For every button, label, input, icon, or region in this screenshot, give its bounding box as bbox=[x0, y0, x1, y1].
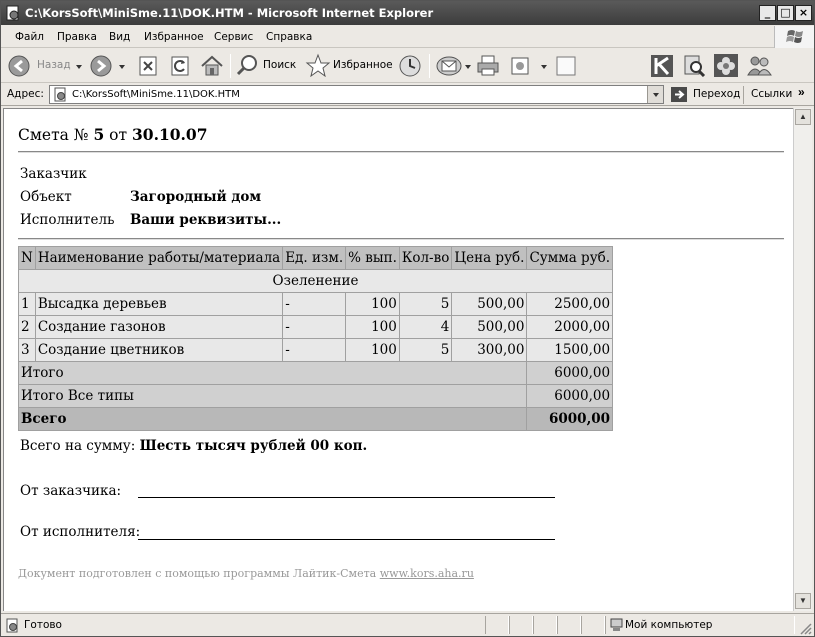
scroll-up-button[interactable]: ▲ bbox=[795, 109, 811, 125]
menu-edit[interactable]: Правка bbox=[57, 31, 97, 43]
links-chevron-icon[interactable]: » bbox=[798, 85, 805, 99]
col-header-unit: Ед. изм. bbox=[283, 247, 346, 270]
done-page-icon bbox=[5, 618, 20, 633]
mail-icon bbox=[435, 53, 463, 77]
mail-button[interactable] bbox=[435, 53, 471, 79]
maximize-button[interactable]: □ bbox=[777, 5, 794, 21]
scroll-down-button[interactable]: ▼ bbox=[795, 593, 811, 609]
contractor-label: Исполнитель bbox=[20, 212, 115, 228]
stop-button[interactable] bbox=[137, 53, 159, 79]
windows-logo-icon bbox=[774, 26, 814, 48]
discuss-button[interactable] bbox=[553, 53, 579, 79]
edit-button[interactable] bbox=[507, 53, 547, 79]
cell-qty: 4 bbox=[399, 316, 451, 339]
edit-dropdown-icon bbox=[541, 65, 547, 69]
subtotal-row bbox=[19, 362, 613, 385]
all-types-value: 6000,00 bbox=[527, 385, 613, 408]
home-button[interactable] bbox=[199, 53, 225, 79]
col-header-n: N bbox=[19, 247, 36, 270]
customer-label: Заказчик bbox=[20, 166, 87, 182]
toolbar-separator bbox=[429, 54, 430, 78]
note-icon bbox=[553, 53, 579, 77]
address-bar bbox=[1, 84, 814, 106]
cell-unit: - bbox=[283, 293, 346, 316]
footer-note bbox=[18, 567, 474, 580]
table-row bbox=[19, 293, 613, 316]
menu-file[interactable]: Файл bbox=[15, 31, 45, 43]
address-label: Адрес: bbox=[7, 88, 44, 100]
search-icon bbox=[235, 53, 259, 77]
divider bbox=[18, 238, 784, 240]
favorites-button[interactable] bbox=[305, 53, 391, 79]
cell-qty: 5 bbox=[399, 339, 451, 362]
edit-page-icon bbox=[507, 53, 533, 77]
cell-n: 2 bbox=[19, 316, 36, 339]
col-header-sum: Сумма руб. bbox=[527, 247, 613, 270]
status-cell bbox=[485, 616, 509, 634]
cell-percent: 100 bbox=[346, 293, 400, 316]
page-icon bbox=[53, 87, 68, 102]
menu-bar bbox=[1, 26, 814, 48]
estimate-number: 5 bbox=[93, 125, 105, 144]
printer-icon bbox=[475, 53, 501, 77]
subtotal-value: 6000,00 bbox=[527, 362, 613, 385]
contractor-signature-line bbox=[138, 539, 555, 540]
cell-sum: 2000,00 bbox=[527, 316, 613, 339]
search-label: Поиск bbox=[263, 59, 297, 71]
close-button[interactable]: × bbox=[795, 5, 812, 21]
cell-unit: - bbox=[283, 316, 346, 339]
col-header-price: Цена руб. bbox=[452, 247, 527, 270]
search-button[interactable] bbox=[235, 53, 301, 79]
group-label: Озеленение bbox=[19, 270, 613, 293]
object-row bbox=[20, 189, 262, 205]
cell-sum: 2500,00 bbox=[527, 293, 613, 316]
flower-icon bbox=[713, 53, 739, 77]
all-types-total-row bbox=[19, 385, 613, 408]
cell-n: 3 bbox=[19, 339, 36, 362]
vertical-scrollbar[interactable] bbox=[793, 108, 812, 611]
print-button[interactable] bbox=[475, 53, 501, 79]
footer-link[interactable]: www.kors.aha.ru bbox=[379, 567, 474, 580]
grand-total-label: Всего bbox=[19, 408, 527, 431]
divider bbox=[18, 151, 784, 153]
sum-words-value: Шесть тысяч рублей 00 коп. bbox=[139, 438, 368, 454]
sum-words-label: Всего на сумму: bbox=[20, 438, 140, 454]
back-arrow-icon bbox=[7, 53, 31, 77]
history-icon bbox=[397, 53, 423, 77]
research-icon bbox=[681, 53, 707, 77]
col-header-percent: % вып. bbox=[346, 247, 400, 270]
computer-icon bbox=[609, 617, 624, 632]
research-button[interactable] bbox=[681, 53, 707, 79]
go-button[interactable]: Переход bbox=[693, 88, 741, 100]
cell-name: Создание газонов bbox=[35, 316, 282, 339]
status-cell bbox=[509, 616, 533, 634]
favorites-label: Избранное bbox=[333, 59, 393, 71]
customer-row bbox=[20, 166, 87, 182]
links-button[interactable]: Ссылки bbox=[751, 88, 793, 100]
cell-name: Высадка деревьев bbox=[35, 293, 282, 316]
home-icon bbox=[199, 53, 225, 77]
customer-signature-label: От заказчика: bbox=[20, 483, 122, 499]
forward-button[interactable] bbox=[89, 53, 125, 79]
cell-price: 300,00 bbox=[452, 339, 527, 362]
footer-text: Документ подготовлен с помощью программы Лайтик-Смета bbox=[18, 567, 380, 580]
chevron-down-icon bbox=[653, 93, 659, 97]
cell-percent: 100 bbox=[346, 339, 400, 362]
contractor-signature-label: От исполнителя: bbox=[20, 524, 141, 540]
users-icon bbox=[745, 53, 773, 77]
star-icon bbox=[305, 53, 331, 77]
cell-price: 500,00 bbox=[452, 293, 527, 316]
table-row bbox=[19, 339, 613, 362]
forward-dropdown-icon bbox=[119, 65, 125, 69]
back-dropdown-icon bbox=[76, 65, 82, 69]
k-logo-icon bbox=[649, 53, 675, 77]
object-label: Объект bbox=[20, 189, 72, 205]
back-button[interactable] bbox=[7, 53, 79, 79]
object-value: Загородный дом bbox=[130, 189, 262, 205]
back-label: Назад bbox=[37, 59, 71, 71]
table-header-row bbox=[19, 247, 613, 270]
customer-signature-line bbox=[138, 497, 555, 498]
contractor-value: Ваши реквизиты... bbox=[130, 212, 282, 228]
page-content bbox=[3, 108, 793, 611]
address-value: C:\KorsSoft\MiniSme.11\DOK.HTM bbox=[72, 89, 240, 100]
refresh-button[interactable] bbox=[169, 53, 191, 79]
status-bar bbox=[1, 613, 814, 636]
subtotal-label: Итого bbox=[19, 362, 527, 385]
ie-page-icon bbox=[5, 5, 21, 21]
contractor-row bbox=[20, 212, 282, 228]
cell-name: Создание цветников bbox=[35, 339, 282, 362]
toolbar-separator bbox=[230, 54, 231, 78]
status-cell bbox=[533, 616, 557, 634]
address-dropdown-button[interactable] bbox=[647, 86, 663, 103]
history-button[interactable] bbox=[397, 53, 423, 79]
cell-qty: 5 bbox=[399, 293, 451, 316]
cell-percent: 100 bbox=[346, 316, 400, 339]
minimize-button[interactable]: _ bbox=[759, 5, 776, 21]
kors-button[interactable] bbox=[649, 53, 675, 79]
menu-favorites[interactable]: Избранное bbox=[144, 31, 204, 43]
status-text: Готово bbox=[24, 619, 62, 631]
sum-in-words bbox=[20, 438, 367, 454]
flower-button[interactable] bbox=[713, 53, 739, 79]
grand-total-value: 6000,00 bbox=[527, 408, 613, 431]
cell-unit: - bbox=[283, 339, 346, 362]
grand-total-row bbox=[19, 408, 613, 431]
document-title: Смета № 5 от 30.10.07 bbox=[18, 125, 208, 144]
status-cell bbox=[581, 616, 605, 634]
mail-dropdown-icon bbox=[465, 65, 471, 69]
col-header-name: Наименование работы/материала bbox=[35, 247, 282, 270]
estimate-date: 30.10.07 bbox=[132, 125, 208, 144]
window-title: C:\KorsSoft\MiniSme.11\DOK.HTM - Microsoft Internet Explorer bbox=[25, 6, 434, 20]
col-header-qty: Кол-во bbox=[399, 247, 451, 270]
title-bar bbox=[1, 1, 814, 25]
address-input[interactable] bbox=[49, 85, 664, 104]
status-cell bbox=[557, 616, 581, 634]
stop-icon bbox=[137, 53, 159, 77]
messenger-button[interactable] bbox=[745, 53, 773, 79]
toolbar bbox=[1, 49, 814, 83]
menu-help[interactable]: Справка bbox=[266, 31, 313, 43]
group-row bbox=[19, 270, 613, 293]
refresh-icon bbox=[169, 53, 191, 77]
cell-sum: 1500,00 bbox=[527, 339, 613, 362]
estimate-table bbox=[18, 246, 613, 431]
go-arrow-icon[interactable] bbox=[671, 87, 687, 102]
menu-tools[interactable]: Сервис bbox=[214, 31, 254, 43]
zone-label: Мой компьютер bbox=[625, 619, 713, 631]
table-row bbox=[19, 316, 613, 339]
resize-grip-icon[interactable] bbox=[798, 621, 812, 635]
forward-arrow-icon bbox=[89, 53, 113, 77]
cell-price: 500,00 bbox=[452, 316, 527, 339]
cell-n: 1 bbox=[19, 293, 36, 316]
address-separator bbox=[743, 86, 744, 104]
all-types-label: Итого Все типы bbox=[19, 385, 527, 408]
menu-view[interactable]: Вид bbox=[109, 31, 131, 43]
